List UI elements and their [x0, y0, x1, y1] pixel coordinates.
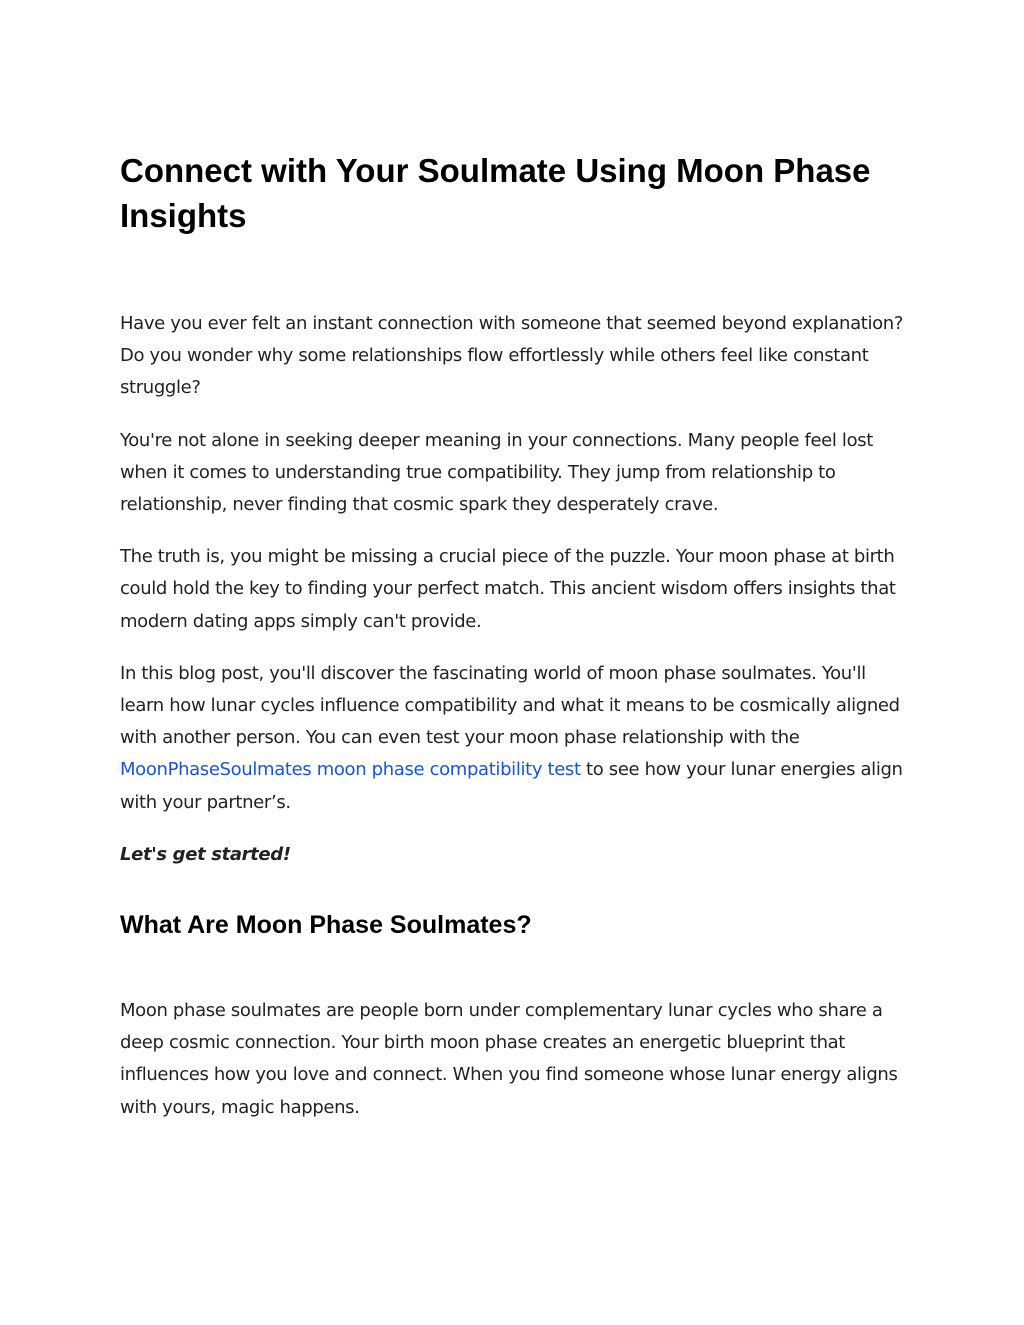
section-heading: What Are Moon Phase Soulmates? — [120, 911, 532, 940]
compatibility-test-link[interactable]: MoonPhaseSoulmates moon phase compatibility test — [120, 759, 581, 781]
call-to-action: Let's get started! — [120, 843, 291, 865]
blog-text-before-link: In this blog post, you'll discover the fascinating world of moon phase soulmates. You'll learn how lunar cycles influence compatibility and what it means to be cosmically aligned with another person. You can even test your moon phase relationship with the — [120, 662, 900, 749]
section-paragraph: Moon phase soulmates are people born under complementary lunar cycles who share a deep cosmic connection. Your birth moon phase creates an energetic blueprint that influences how you love and connect. When you find someone whose lunar energy aligns with yours, magic happens. — [120, 1000, 898, 1118]
blog-intro-paragraph — [120, 658, 910, 819]
document-page — [120, 148, 910, 1144]
blog-text-after-link: to see how your lunar energies align with your partner’s. — [120, 759, 903, 813]
page-title: Connect with Your Soulmate Using Moon Phase Insights — [120, 152, 871, 234]
intro-paragraph-2: You're not alone in seeking deeper meaning in your connections. Many people feel lost when it comes to understanding true compatibility. They jump from relationship to relationship, never finding that cosmic spark they desperately crave. — [120, 429, 873, 516]
intro-paragraph-1: Have you ever felt an instant connection with someone that seemed beyond explanation? Do you wonder why some relationships flow effortlessly while others feel like constant struggle? — [120, 313, 904, 399]
intro-paragraph-3: The truth is, you might be missing a crucial piece of the puzzle. Your moon phase at birth could hold the key to finding your perfect match. This ancient wisdom offers insights that modern dating apps simply can't provide. — [120, 546, 896, 632]
